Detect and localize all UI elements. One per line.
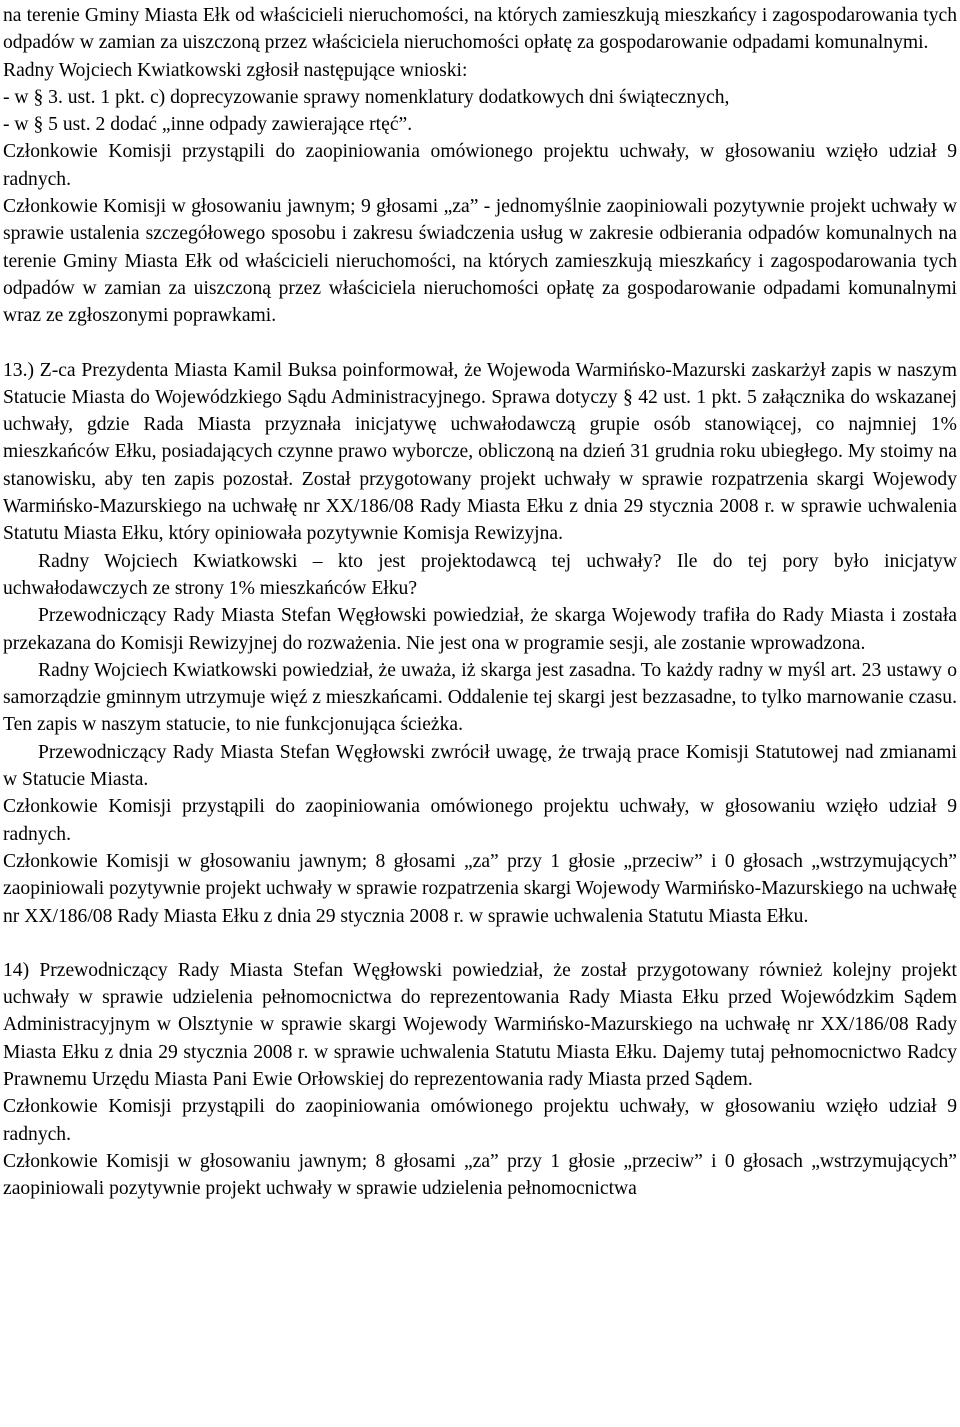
paragraph-weglowski-remark: Przewodniczący Rady Miasta Stefan Węgłowski zwrócił uwagę, że trwają prace Komisji Statutowej nad zmianami w Statucie Miasta. — [3, 741, 957, 791]
paragraph-item-13: 13.) Z-ca Prezydenta Miasta Kamil Buksa poinformował, że Wojewoda Warmińsko-Mazurski zaskarżył zapis w naszym Statucie Miasta do Wojewódzkiego Sądu Administracyjnego. Sprawa dotyczy § 42 ust. 1 pkt. 5 załącznika do wskazanej uchwały, gdzie Rada Miasta przyznała inicjatywę uchwałodawczą grupie osób stanowiącej, co najmniej 1% mieszkańców Ełku, posiadających czynne prawo wyborcze, obliczoną na dzień 31 grudnia roku ubiegłego. My stoimy na stanowisku, aby ten zapis pozostał. Został przygotowany projekt uchwały w sprawie rozpatrzenia skargi Wojewody Warmińsko-Mazurskiego na uchwałę nr XX/186/08 Rady Miasta Ełku z dnia 29 stycznia 2008 r. w sprawie uchwalenia Statutu Miasta Ełku, który opiniowała pozytywnie Komisja Rewizyjna. — [3, 359, 957, 545]
document-page — [3, 2, 957, 1202]
paragraph-weglowski-reply: Przewodniczący Rady Miasta Stefan Węgłowski powiedział, że skarga Wojewody trafiła do Rady Miasta i została przekazana do Komisji Rewizyjnej do rozważenia. Nie jest ona w programie sesji, ale zostanie wprowadzona. — [3, 605, 957, 654]
paragraph-motions-intro: Radny Wojciech Kwiatkowski zgłosił następujące wnioski: — [3, 59, 468, 81]
paragraph-motion-2: - w § 5 ust. 2 dodać „inne odpady zawierające rtęć”. — [3, 114, 413, 136]
paragraph-resolution-continuation: na terenie Gminy Miasta Ełk od właścicieli nieruchomości, na których zamieszkują mieszkańcy i zagospodarowania tych odpadów w zamian za uiszczoną przez właściciela nieruchomości opłatę za gospodarowanie odpadami komunalnymi. — [3, 5, 957, 54]
paragraph-vote-result-2: Członkowie Komisji w głosowaniu jawnym; 8 głosami „za” przy 1 głosie „przeciw” i 0 głosach „wstrzymujących” zaopiniowali pozytywnie projekt uchwały w sprawie rozpatrzenia skargi Wojewody Warmińsko-Mazurskiego na uchwałę nr XX/186/08 Rady Miasta Ełku z dnia 29 stycznia 2008 r. w sprawie uchwalenia Statutu Miasta Ełku. — [3, 850, 957, 927]
paragraph-kwiatkowski-question: Radny Wojciech Kwiatkowski – kto jest projektodawcą tej uchwały? Ile do tej pory było inicjatyw uchwałodawczych ze strony 1% mieszkańców Ełku? — [3, 550, 957, 599]
paragraph-vote-attendance-3: Członkowie Komisji przystąpili do zaopiniowania omówionego projektu uchwały, w głosowaniu wzięło udział 9 radnych. — [3, 1096, 957, 1145]
paragraph-vote-attendance-2: Członkowie Komisji przystąpili do zaopiniowania omówionego projektu uchwały, w głosowaniu wzięło udział 9 radnych. — [3, 796, 957, 845]
paragraph-vote-attendance-1: Członkowie Komisji przystąpili do zaopiniowania omówionego projektu uchwały, w głosowaniu wzięło udział 9 radnych. — [3, 141, 957, 190]
paragraph-vote-result-1: Członkowie Komisji w głosowaniu jawnym; 9 głosami „za” - jednomyślnie zaopiniowali pozytywnie projekt uchwały w sprawie ustalenia szczegółowego sposobu i zakresu świadczenia usług w zakresie odbierania odpadów komunalnych na terenie Gminy Miasta Ełk od właścicieli nieruchomości, na których zamieszkują mieszkańcy i zagospodarowania tych odpadów w zamian za uiszczoną przez właściciela nieruchomości opłatę za gospodarowanie odpadami komunalnymi wraz ze zgłoszonymi poprawkami. — [3, 196, 957, 327]
paragraph-item-14: 14) Przewodniczący Rady Miasta Stefan Węgłowski powiedział, że został przygotowany również kolejny projekt uchwały w sprawie udzielenia pełnomocnictwa do reprezentowania Rady Miasta Ełku przed Wojewódzkim Sądem Administracyjnym w Olsztynie w sprawie skargi Wojewody Warmińsko-Mazurskiego na uchwałę nr XX/186/08 Rady Miasta Ełku z dnia 29 stycznia 2008 r. w sprawie uchwalenia Statutu Miasta Ełku. Dajemy tutaj pełnomocnictwo Radcy Prawnemu Urzędu Miasta Pani Ewie Orłowskiej do reprezentowania rady Miasta przed Sądem. — [3, 959, 957, 1090]
paragraph-vote-result-3: Członkowie Komisji w głosowaniu jawnym; 8 głosami „za” przy 1 głosie „przeciw” i 0 głosach „wstrzymujących” zaopiniowali pozytywnie projekt uchwały w sprawie udzielenia pełnomocnictwa — [3, 1150, 957, 1200]
paragraph-motion-1: - w § 3. ust. 1 pkt. c) doprecyzowanie sprawy nomenklatury dodatkowych dni świątecznych, — [3, 86, 730, 108]
paragraph-kwiatkowski-opinion: Radny Wojciech Kwiatkowski powiedział, że uważa, iż skarga jest zasadna. To każdy radny w myśl art. 23 ustawy o samorządzie gminnym utrzymuje więź z mieszkańcami. Oddalenie tej skargi jest bezzasadne, to tylko marnowanie czasu. Ten zapis w naszym statucie, to nie funkcjonująca ścieżka. — [3, 659, 957, 736]
